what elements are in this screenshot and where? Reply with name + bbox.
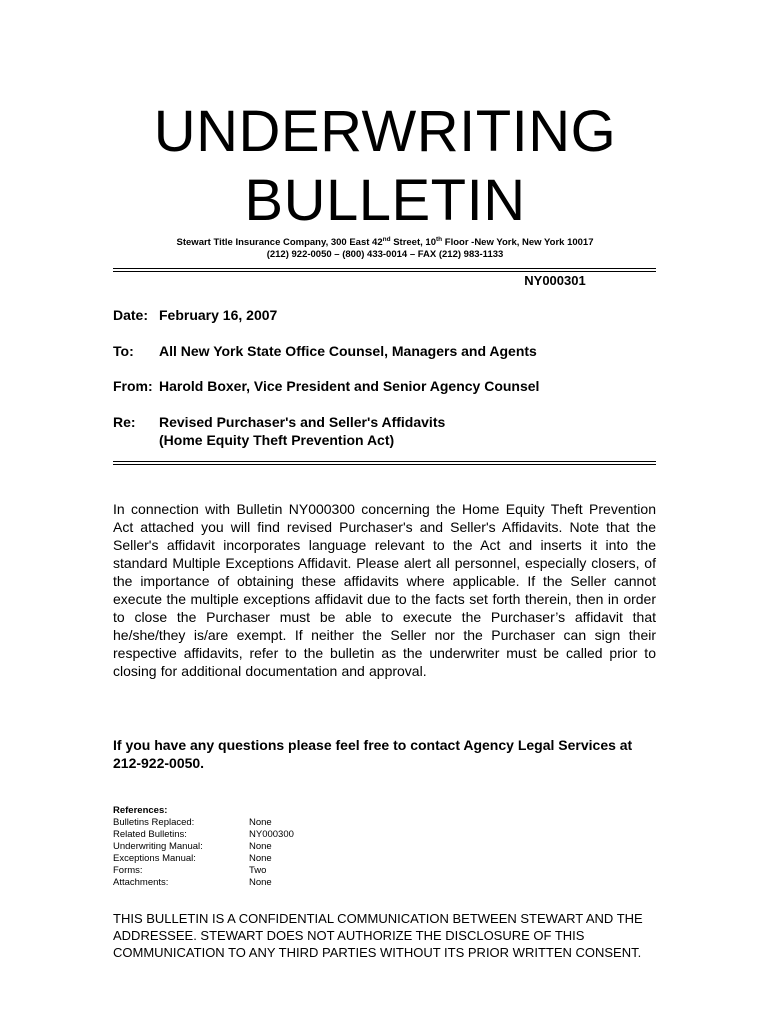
reference-label: Underwriting Manual: <box>113 841 203 852</box>
confidentiality-notice: THIS BULLETIN IS A CONFIDENTIAL COMMUNICATION BETWEEN STEWART AND THE ADDRESSEE. STEWART DOES NOT AUTHORIZE THE DISCLOSURE OF THIS COMMUNICATION TO ANY THIRD PARTIES WITHOUT ITS PRIOR WRITTEN CONSENT. <box>113 911 643 960</box>
reference-row <box>113 853 272 865</box>
reference-label: Bulletins Replaced: <box>113 817 195 828</box>
reference-value: None <box>249 817 272 828</box>
company-address <box>0 237 770 248</box>
reference-value: NY000300 <box>249 829 294 840</box>
from-label: From: <box>113 378 153 394</box>
reference-row <box>113 817 272 829</box>
ordinal-suffix-1: nd <box>382 236 391 243</box>
date-label: Date: <box>113 307 149 323</box>
from-row <box>113 378 540 394</box>
bulletin-number: NY000301 <box>524 273 586 288</box>
from-value: Harold Boxer, Vice President and Senior Agency Counsel <box>159 378 540 394</box>
bulletin-body: In connection with Bulletin NY000300 concerning the Home Equity Theft Prevention Act attached you will find revised Purchaser's and Seller's Affidavits. Note that the Seller's affidavit incorporates language relevant to the Act and inserts it into the standard Multiple Exceptions Affidavit. Please alert all personnel, especially closers, of the importance of obtaining these affidavits where applicable. If the Seller cannot execute the multiple exceptions affidavit due to the facts set forth therein, then in order to close the Purchaser must be able to execute the Purchaser’s affidavit that he/she/they is/are exempt. If neither the Seller nor the Purchaser can sign their respective affidavits, refer to the bulletin as the underwriter must be called prior to closing for additional documentation and approval. <box>113 501 656 679</box>
reference-value: None <box>249 841 272 852</box>
reference-row <box>113 841 272 853</box>
to-label: To: <box>113 343 134 359</box>
subject-divider-top <box>113 461 656 462</box>
ordinal-suffix-2: th <box>435 236 443 243</box>
references-heading: References: <box>113 805 168 816</box>
reference-label: Related Bulletins: <box>113 829 187 840</box>
document-title-line2: BULLETIN <box>244 168 526 233</box>
to-row <box>113 343 537 359</box>
header-divider-top <box>113 268 656 269</box>
reference-label: Forms: <box>113 865 143 876</box>
document-title-line1: UNDERWRITING <box>153 99 617 164</box>
re-label: Re: <box>113 414 136 430</box>
date-value: February 16, 2007 <box>159 307 278 323</box>
reference-value: None <box>249 877 272 888</box>
re-value-line2: (Home Equity Theft Prevention Act) <box>159 432 395 448</box>
company-address-part2: Street, 10 <box>390 237 436 248</box>
reference-label: Exceptions Manual: <box>113 853 196 864</box>
company-address-part1: Stewart Title Insurance Company, 300 East 42 <box>176 237 383 248</box>
company-address-part3: Floor -New York, New York 10017 <box>442 237 594 248</box>
company-phone-line: (212) 922-0050 – (800) 433-0014 – FAX (212) 983-1133 <box>266 249 504 260</box>
subject-divider-bottom <box>113 464 656 465</box>
reference-value: None <box>249 853 272 864</box>
header-divider-bottom <box>113 271 656 272</box>
re-row <box>113 414 446 430</box>
references-block <box>113 805 294 889</box>
re-value-line1: Revised Purchaser's and Seller's Affidavits <box>159 414 446 430</box>
reference-row <box>113 829 294 841</box>
reference-label: Attachments: <box>113 877 169 888</box>
contact-notice: If you have any questions please feel free to contact Agency Legal Services at 212-922-0050. <box>113 737 633 771</box>
reference-row <box>113 877 272 889</box>
reference-row <box>113 865 267 877</box>
date-row <box>113 307 278 323</box>
reference-value: Two <box>249 865 267 876</box>
to-value: All New York State Office Counsel, Managers and Agents <box>159 343 537 359</box>
